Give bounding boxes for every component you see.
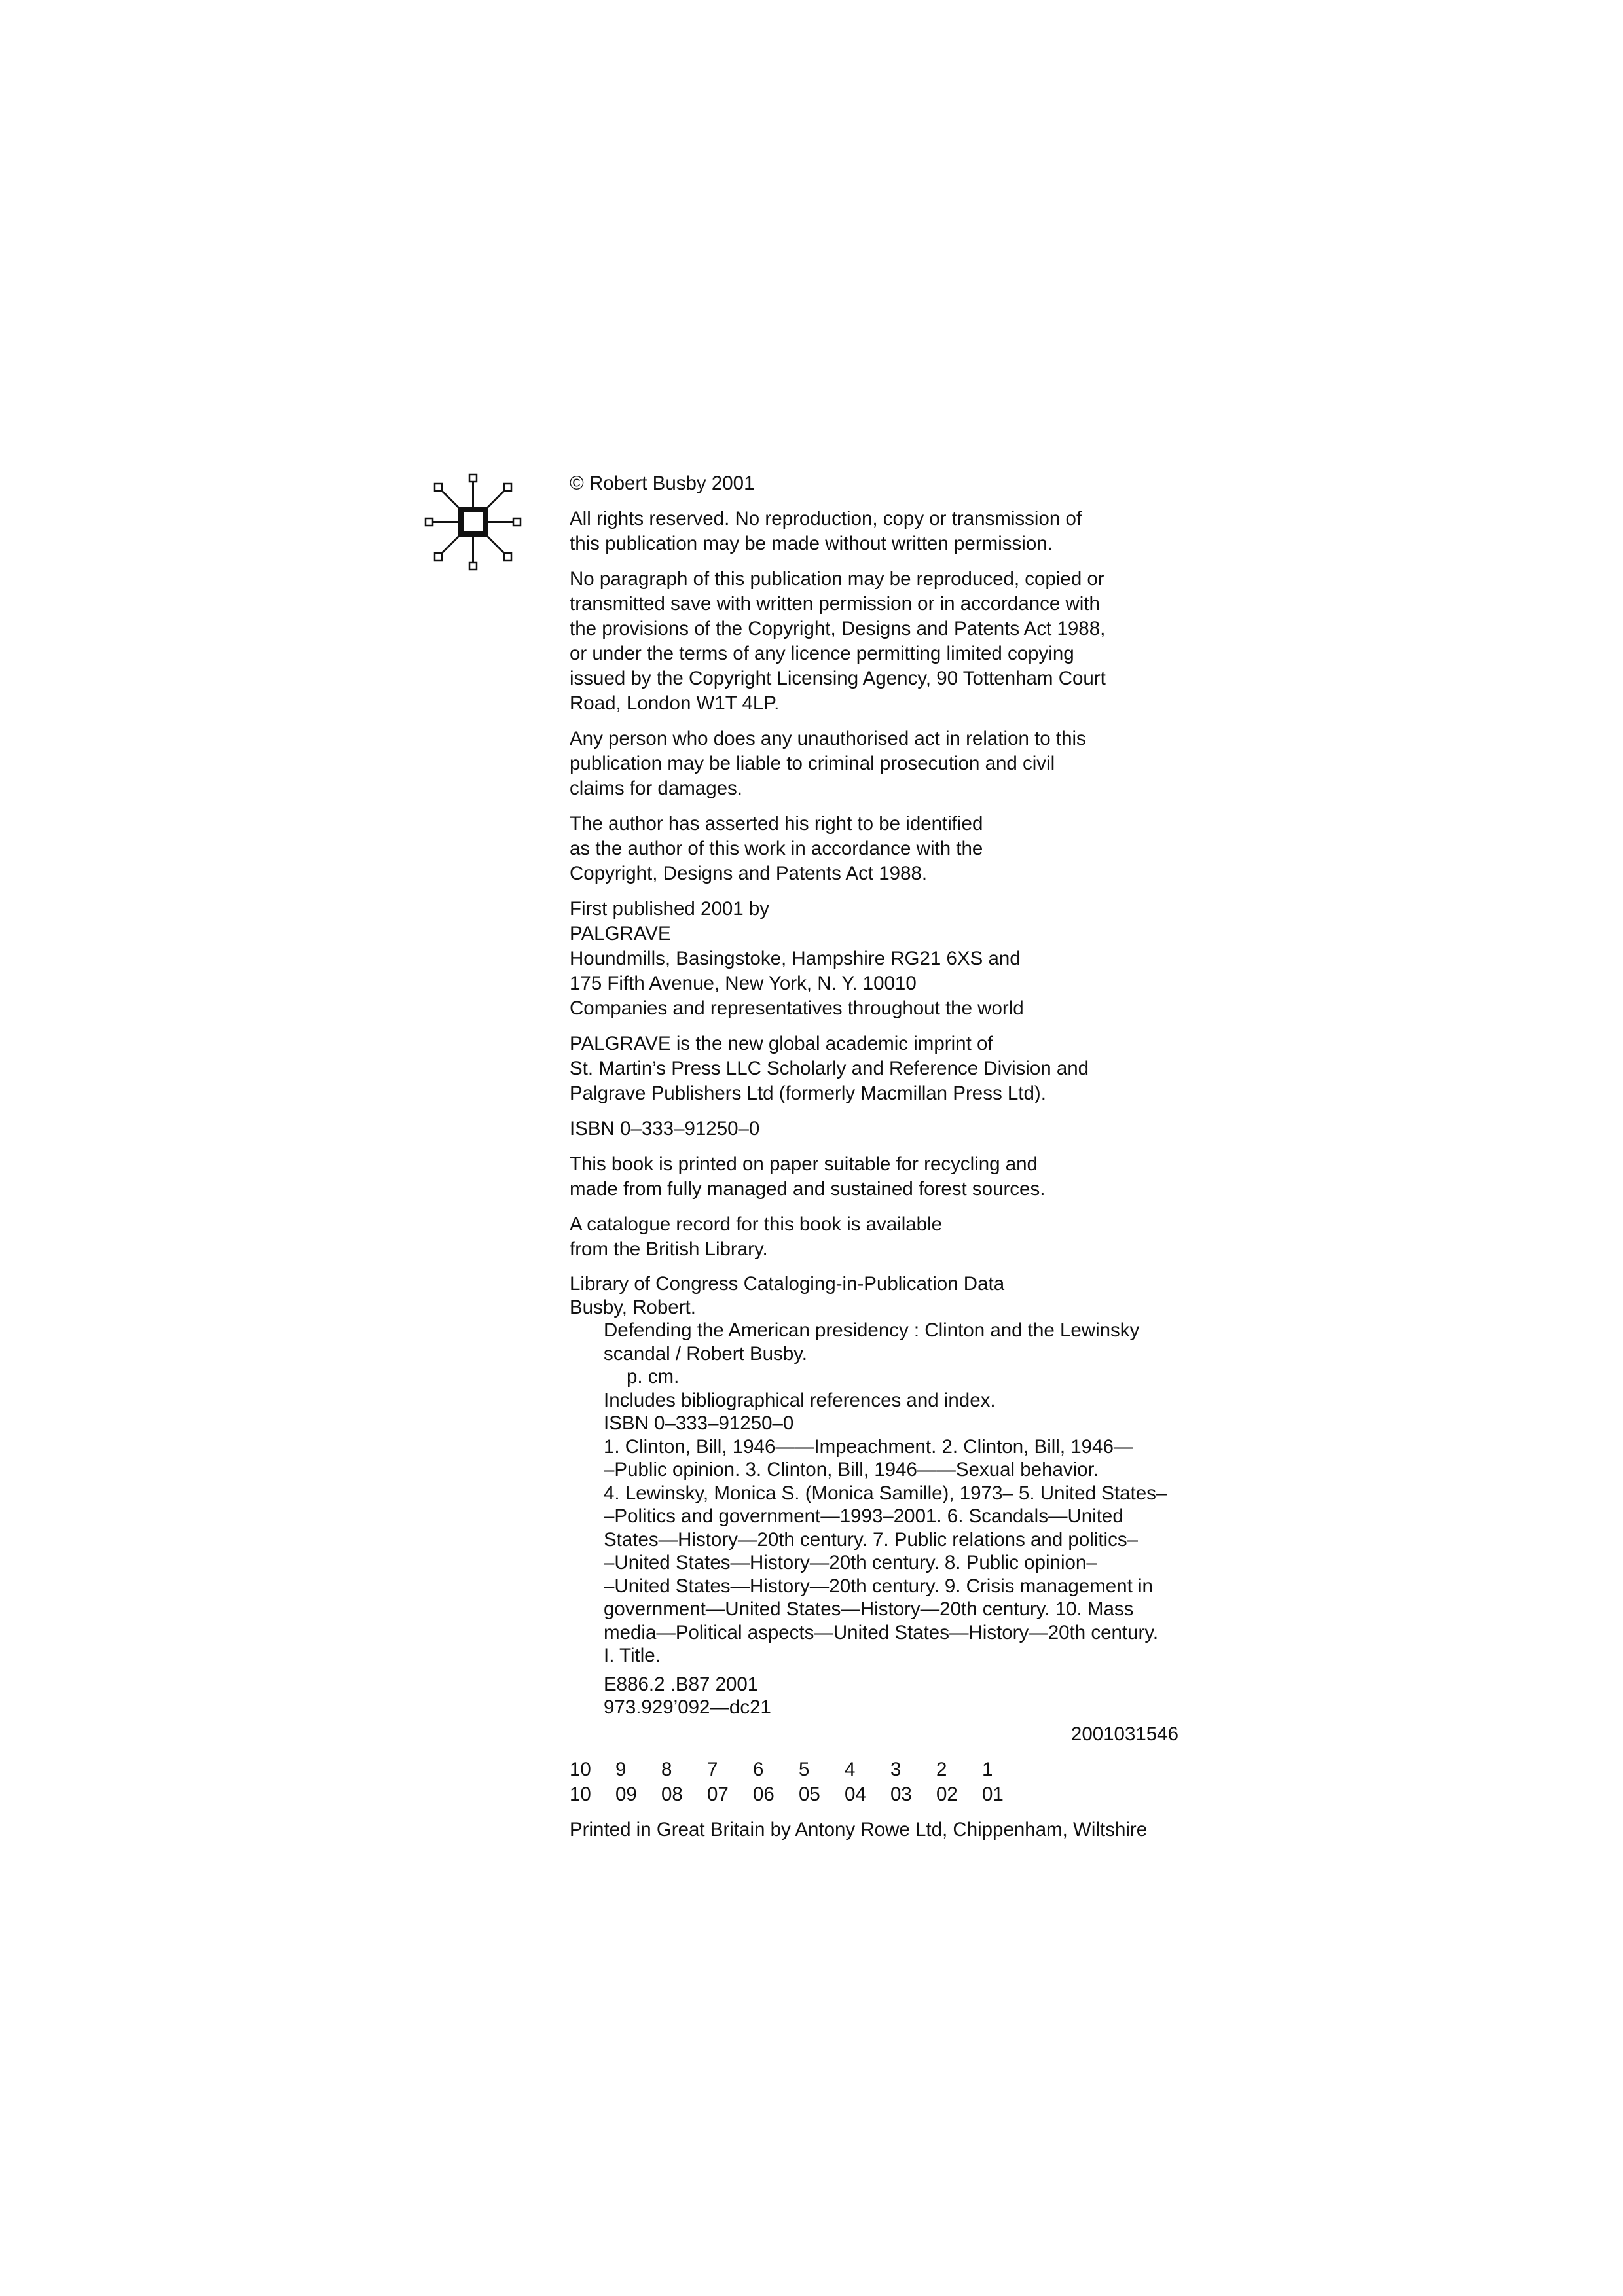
print-year-line xyxy=(570,1782,1224,1807)
print-year: 10 xyxy=(570,1783,591,1805)
print-year: 03 xyxy=(890,1783,912,1805)
print-number: 1 xyxy=(982,1758,993,1780)
publisher-logo-icon xyxy=(422,471,524,573)
cip-pcm: p. cm. xyxy=(627,1366,680,1388)
paper-notice: This book is printed on paper suitable for recycling and made from fully managed and sustained forest sources. xyxy=(570,1153,1046,1200)
cip-subject-line: States—History—20th century. 7. Public relations and politics– xyxy=(604,1528,1139,1551)
cip-subject-line: government—United States—History—20th century. 10. Mass xyxy=(604,1598,1134,1620)
print-number-line xyxy=(570,1757,1224,1782)
cip-author: Busby, Robert. xyxy=(570,1296,696,1318)
print-year: 05 xyxy=(799,1783,820,1805)
cip-heading: Library of Congress Cataloging-in-Publication Data xyxy=(570,1273,1005,1295)
palgrave-imprint-notice: PALGRAVE is the new global academic imprint of St. Martin’s Press LLC Scholarly and Reference Division and Palgrave Publishers Ltd (formerly Macmillan Press Ltd). xyxy=(570,1033,1089,1104)
print-year: 06 xyxy=(753,1783,775,1805)
catalogue-notice: A catalogue record for this book is available from the British Library. xyxy=(570,1213,943,1260)
print-year: 01 xyxy=(982,1783,1004,1805)
print-year: 02 xyxy=(936,1783,958,1805)
cip-dewey-class: 973.929’092—dc21 xyxy=(604,1696,771,1718)
cip-title-line: scandal / Robert Busby. xyxy=(604,1342,808,1365)
copyright-page xyxy=(570,471,1224,1853)
author-rights-notice: The author has asserted his right to be identified as the author of this work in accordance with the Copyright, Designs and Patents Act 1988. xyxy=(570,813,983,884)
print-number: 7 xyxy=(707,1758,718,1780)
print-number: 2 xyxy=(936,1758,947,1780)
cip-subject-line: media—Political aspects—United States—History—20th century. xyxy=(604,1621,1159,1643)
rights-reserved-paragraph: All rights reserved. No reproduction, copy or transmission of this publication may be made without written permission. xyxy=(570,508,1082,554)
copyright-notice: © Robert Busby 2001 xyxy=(570,473,755,494)
print-number: 3 xyxy=(890,1758,902,1780)
printed-in-notice: Printed in Great Britain by Antony Rowe Ltd, Chippenham, Wiltshire xyxy=(570,1818,1148,1840)
print-year: 04 xyxy=(845,1783,866,1805)
cip-subject-line: –Public opinion. 3. Clinton, Bill, 1946——Sexual behavior. xyxy=(604,1459,1099,1480)
print-year: 08 xyxy=(661,1783,683,1805)
cip-subject-line: –United States—History—20th century. 9. Crisis management in xyxy=(604,1575,1153,1597)
print-year: 09 xyxy=(615,1783,637,1805)
cip-title-line: Defending the American presidency : Clinton and the Lewinsky xyxy=(604,1319,1140,1341)
cip-lc-class: E886.2 .B87 2001 xyxy=(604,1673,759,1695)
cip-spacer xyxy=(570,1668,1224,1673)
unauthorised-act-notice: Any person who does any unauthorised act in relation to this publication may be liable to criminal prosecution and civil claims for damages. xyxy=(570,728,1086,799)
cip-isbn: ISBN 0–333–91250–0 xyxy=(604,1412,794,1434)
cip-includes: Includes bibliographical references and index. xyxy=(604,1389,996,1411)
print-number: 6 xyxy=(753,1758,764,1780)
cip-data-block xyxy=(570,1272,1224,1747)
print-number: 4 xyxy=(845,1758,856,1780)
first-published-block: First published 2001 by PALGRAVE Houndmills, Basingstoke, Hampshire RG21 6XS and 175 Fifth Avenue, New York, N. Y. 10010 Companies and representatives throughout the world xyxy=(570,898,1024,1019)
cip-subject-line: –United States—History—20th century. 8. Public opinion– xyxy=(604,1552,1097,1573)
cip-subject-line: 4. Lewinsky, Monica S. (Monica Samille), 1973– 5. United States– xyxy=(604,1482,1167,1504)
cip-subject-line: 1. Clinton, Bill, 1946——Impeachment. 2. Clinton, Bill, 1946— xyxy=(604,1435,1133,1458)
print-number: 8 xyxy=(661,1758,672,1780)
cip-lccn: 2001031546 xyxy=(1070,1723,1178,1745)
print-year: 07 xyxy=(707,1783,729,1805)
isbn: ISBN 0–333–91250–0 xyxy=(570,1118,760,1139)
no-paragraph-notice: No paragraph of this publication may be reproduced, copied or transmitted save with written permission or in accordance with the provisions of the Copyright, Designs and Patents Act 1988, or under the terms of any licence permitting limited copying issued by the Copyright Licensing Agency, 90 Tottenham Court Road, London W1T 4LP. xyxy=(570,568,1106,714)
print-number: 5 xyxy=(799,1758,810,1780)
cip-subject-line: I. Title. xyxy=(604,1645,661,1666)
print-number: 9 xyxy=(615,1758,627,1780)
cip-subject-line: –Politics and government—1993–2001. 6. Scandals—United xyxy=(604,1505,1123,1527)
print-number: 10 xyxy=(570,1758,591,1780)
